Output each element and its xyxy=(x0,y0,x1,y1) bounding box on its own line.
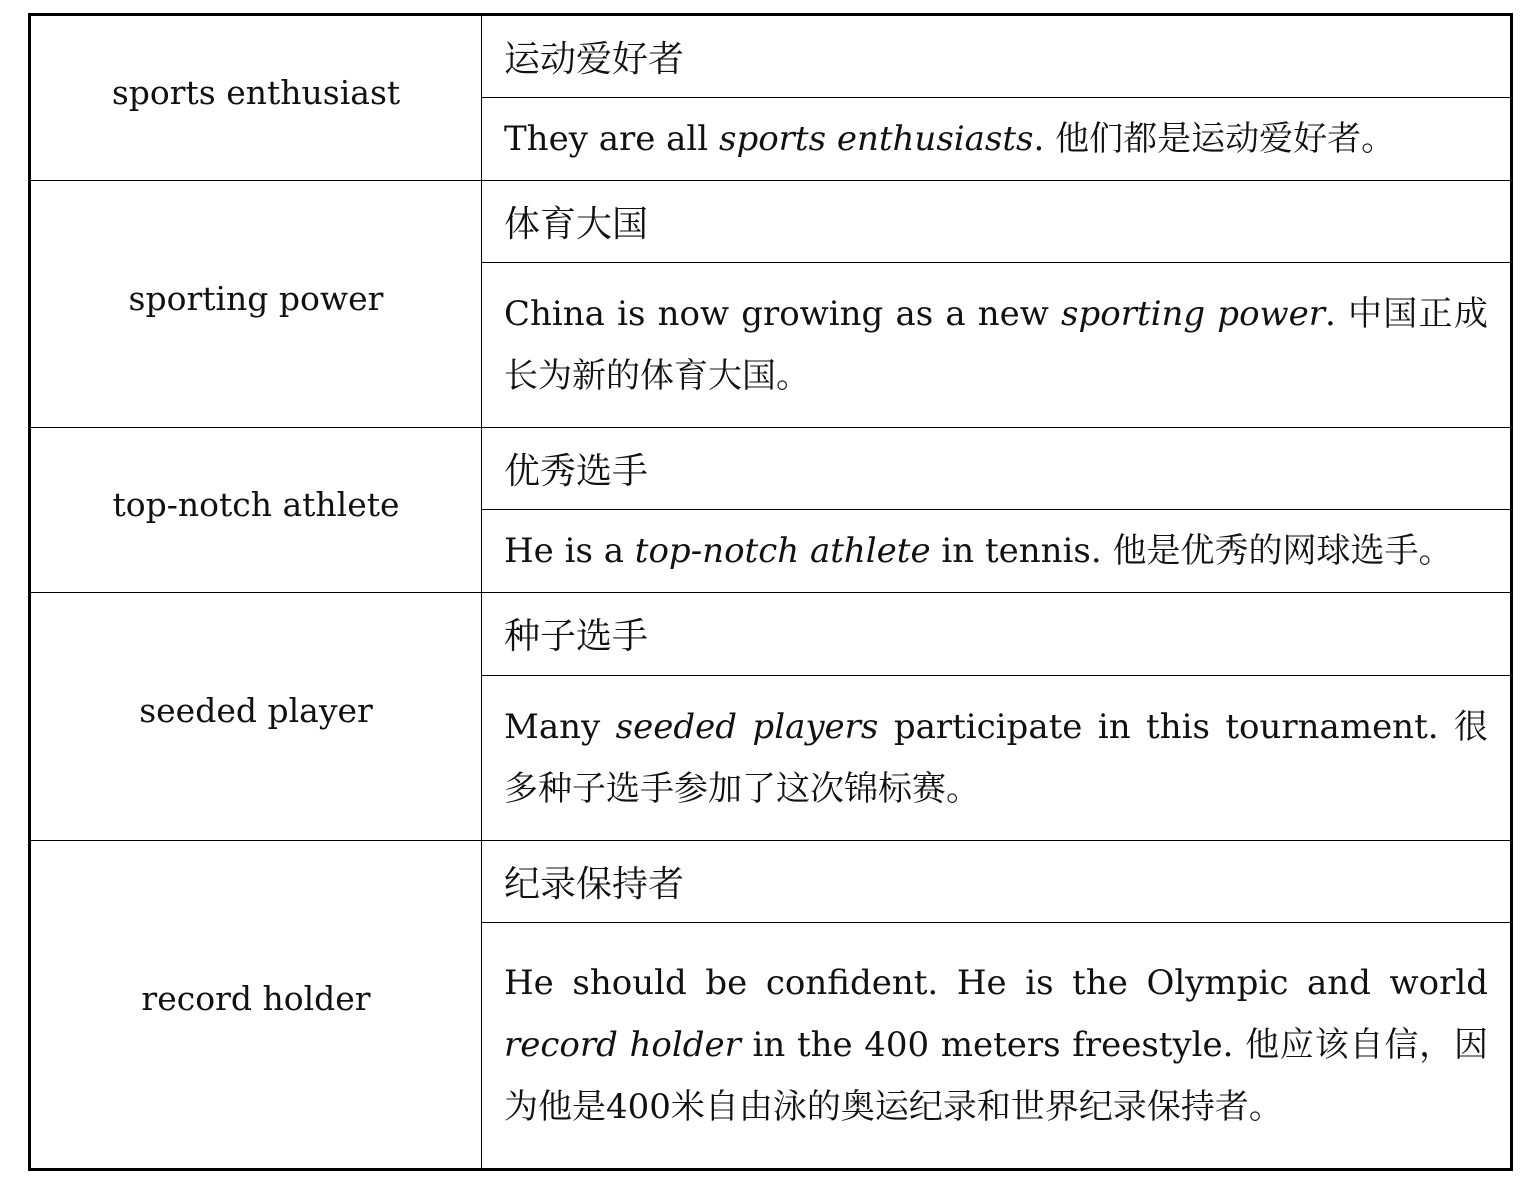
example-text: participate in this tournament. 很多种子选手参加了这次锦标赛。 xyxy=(504,706,1489,809)
example-cell xyxy=(482,922,1512,1169)
example-cell xyxy=(482,263,1512,428)
vocabulary-table xyxy=(28,13,1513,1171)
term-text: record holder xyxy=(141,978,371,1018)
example-term: record holder xyxy=(504,1025,741,1066)
example-text: He is a xyxy=(504,531,635,572)
translation-cell: 种子选手 xyxy=(482,593,1512,675)
example-text: He should be confident. He is the Olympic and world xyxy=(504,963,1488,1004)
example-text: in tennis. 他是优秀的网球选手。 xyxy=(930,531,1453,572)
translation-cell: 优秀选手 xyxy=(482,428,1512,510)
term-text: sporting power xyxy=(128,278,384,318)
term-cell xyxy=(30,593,482,840)
term-cell xyxy=(30,840,482,1169)
term-cell xyxy=(30,428,482,593)
term-cell xyxy=(30,181,482,428)
table-row xyxy=(30,428,1512,510)
term-text: sports enthusiast xyxy=(111,72,401,112)
translation-cell: 运动爱好者 xyxy=(482,15,1512,98)
example-term: seeded players xyxy=(615,706,879,747)
example-text: . 他们都是运动爱好者。 xyxy=(1033,119,1396,160)
example-text: China is now growing as a new xyxy=(504,294,1062,335)
example-text: . 中国正成长为新的体育大国。 xyxy=(504,294,1488,397)
example-text: in the 400 meters freestyle. 他应该自信，因为他是400米自由泳的奥运纪录和世界纪录保持者。 xyxy=(504,1025,1489,1128)
table-row xyxy=(30,15,1512,98)
example-term: sporting power xyxy=(1061,294,1326,335)
example-text: Many xyxy=(504,706,616,747)
table-row xyxy=(30,593,1512,675)
example-term: sports enthusiasts xyxy=(719,119,1034,160)
table-row xyxy=(30,840,1512,922)
translation-cell: 体育大国 xyxy=(482,181,1512,263)
example-cell xyxy=(482,510,1512,593)
example-text: They are all xyxy=(504,119,719,160)
translation-cell: 纪录保持者 xyxy=(482,840,1512,922)
example-term: top-notch athlete xyxy=(634,531,931,572)
term-cell xyxy=(30,15,482,181)
term-text: seeded player xyxy=(139,691,373,731)
example-cell xyxy=(482,675,1512,840)
example-cell xyxy=(482,98,1512,181)
table-row xyxy=(30,181,1512,263)
term-text: top-notch athlete xyxy=(112,484,400,524)
